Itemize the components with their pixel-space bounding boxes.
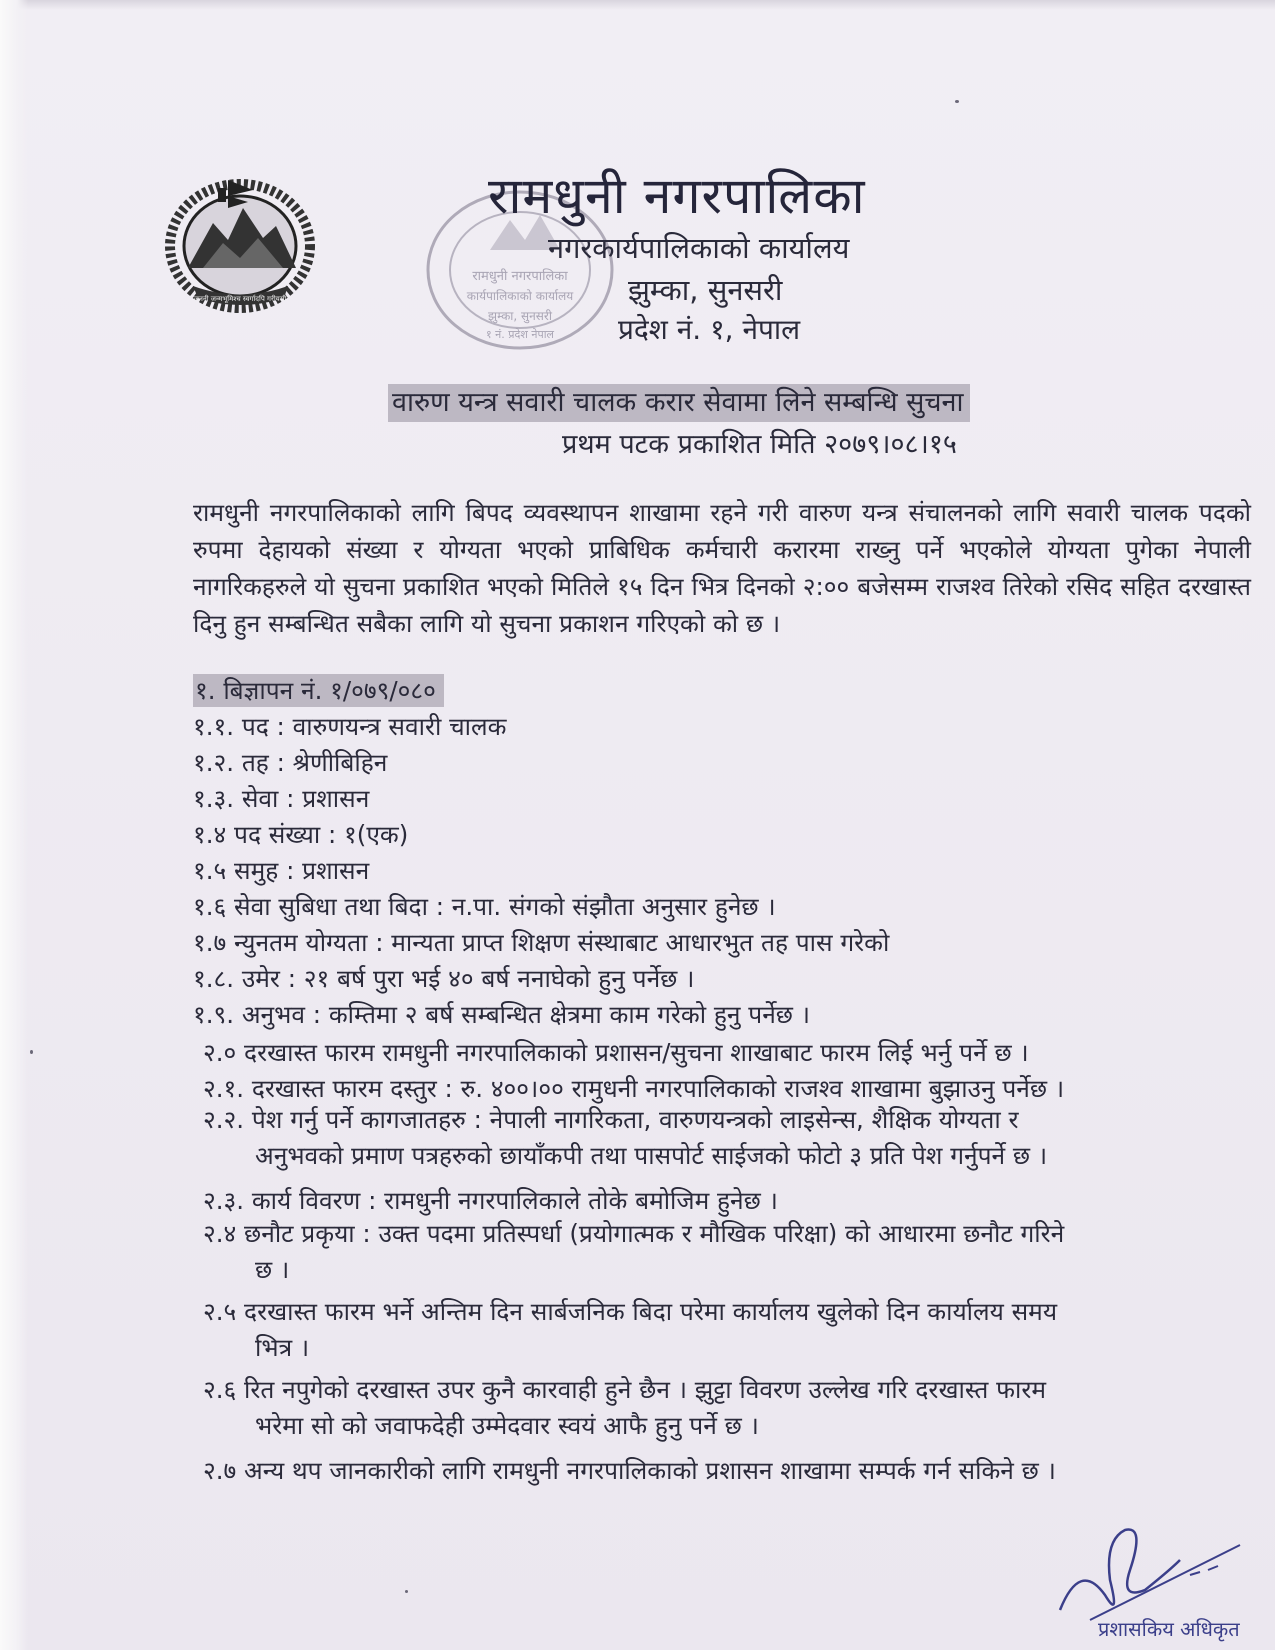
- svg-text:जननी जन्मभूमिश्च स्वर्गादपि गर: जननी जन्मभूमिश्च स्वर्गादपि गरीयसी: [193, 295, 287, 303]
- list-item: १.५ समुह : प्रशासन: [193, 856, 370, 885]
- list-item: २.३. कार्य विवरण : रामधुनी नगरपालिकाले तोके बमोजिम हुनेछ ।: [203, 1186, 778, 1215]
- list-item: १.२. तह : श्रेणीबिहिन: [193, 748, 388, 777]
- list-item: १.१. पद : वारुणयन्त्र सवारी चालक: [193, 712, 507, 741]
- list-item: २.५ दरखास्त फारम भर्ने अन्तिम दिन सार्बजनिक बिदा परेमा कार्यालय खुलेको दिन कार्यालय समय भित्र ।: [203, 1297, 1058, 1362]
- list-item: १.३. सेवा : प्रशासन: [193, 784, 370, 813]
- svg-text:कार्यपालिकाको कार्यालय: कार्यपालिकाको कार्यालय: [466, 289, 574, 303]
- intro-paragraph: रामधुनी नगरपालिकाको लागि बिपद व्यवस्थापन शाखामा रहने गरी वारुण यन्त्र संचालनको लागि सवारी चालक पदको रुपमा देहायको संख्या र योग्यता भएको प्राबिधिक कर्मचारी करारमा राख्नु पर्ने भएकोले योग्यता पुगेका नेपाली नागरिकहरुले यो सुचना प्रकाशित भएको मितिले १५ दिन भित्र दिनको २:०० बजेसम्म राजश्व तिरेको रसिद सहित दरखास्त दिनु हुन सम्बन्धित सबैका लागि यो सुचना प्रकाशन गरिएको को छ ।: [193, 498, 1251, 638]
- nepal-emblem-icon: [158, 168, 323, 318]
- svg-text:झुम्का, सुनसरी: झुम्का, सुनसरी: [488, 309, 552, 323]
- municipality-title: रामधुनी नगरपालिका: [488, 167, 866, 225]
- list-item: २.२. पेश गर्नु पर्ने कागजातहरु : नेपाली नागरिकता, वारुणयन्त्रको लाइसेन्स, शैक्षिक योग्यता र अनुभवको प्रमाण पत्रहरुको छायाँकपी तथा पासपोर्ट साईजको फोटो ३ प्रति पेश गर्नुपर्ने छ ।: [203, 1105, 1048, 1170]
- list-item: २.४ छनौट प्रकृया : उक्त पदमा प्रतिस्पर्धा (प्रयोगात्मक र मौखिक परिक्षा) को आधारमा छनौट गरिने छ ।: [203, 1219, 1065, 1284]
- list-item: १.६ सेवा सुबिधा तथा बिदा : न.पा. संगको संझौता अनुसार हुनेछ ।: [193, 892, 776, 921]
- office-name: नगरकार्यपालिकाको कार्यालय: [548, 231, 850, 265]
- notice-title: वारुण यन्त्र सवारी चालक करार सेवामा लिने सम्बन्धि सुचना: [388, 384, 970, 422]
- list-item: २.७ अन्य थप जानकारीको लागि रामधुनी नगरपालिकाको प्रशासन शाखामा सम्पर्क गर्न सकिने छ ।: [203, 1456, 1056, 1485]
- scan-edge: [0, 0, 28, 1650]
- scan-speck: [30, 1050, 33, 1054]
- svg-text:रामधुनी नगरपालिका: रामधुनी नगरपालिका: [472, 269, 568, 284]
- scan-speck: [405, 1590, 408, 1593]
- list-item: २.१. दरखास्त फारम दस्तुर : रु. ४००।०० रामुधनी नगरपालिकाको राजश्व शाखामा बुझाउनु पर्नेछ ।: [203, 1074, 1065, 1103]
- list-item: २.६ रित नपुगेको दरखास्त उपर कुनै कारवाही हुने छैन । झुट्टा विवरण उल्लेख गरि दरखास्त फारम भरेमा सो को जवाफदेही उम्मेदवार स्वयं आफै हुनु पर्ने छ ।: [203, 1375, 1047, 1440]
- scan-speck: [955, 100, 959, 103]
- svg-text:१ नं. प्रदेश नेपाल: १ नं. प्रदेश नेपाल: [485, 328, 555, 341]
- publication-date: प्रथम पटक प्रकाशित मिति २०७९।०८।१५: [562, 429, 957, 460]
- list-item: २.० दरखास्त फारम रामधुनी नगरपालिकाको प्रशासन/सुचना शाखाबाट फारम लिई भर्नु पर्ने छ ।: [203, 1038, 1029, 1067]
- advertisement-number: १. बिज्ञापन नं. १/०७९/०८०: [193, 674, 444, 707]
- list-item: १.४ पद संख्या : १(एक): [193, 820, 409, 849]
- office-location: झुम्का, सुनसरी: [628, 273, 783, 307]
- scan-edge: [0, 0, 1275, 10]
- office-province: प्रदेश नं. १, नेपाल: [618, 313, 801, 346]
- list-item: १.८. उमेर : २१ बर्ष पुरा भई ४० बर्ष ननाघेको हुनु पर्नेछ ।: [193, 964, 695, 993]
- list-item: १.७ न्युनतम योग्यता : मान्यता प्राप्त शिक्षण संस्थाबाट आधारभुत तह पास गरेको: [193, 928, 890, 957]
- signatory-title: प्रशासकिय अधिकृत: [1098, 1617, 1240, 1641]
- list-item: १.९. अनुभव : कम्तिमा २ बर्ष सम्बन्धित क्षेत्रमा काम गरेको हुनु पर्नेछ ।: [193, 1000, 811, 1029]
